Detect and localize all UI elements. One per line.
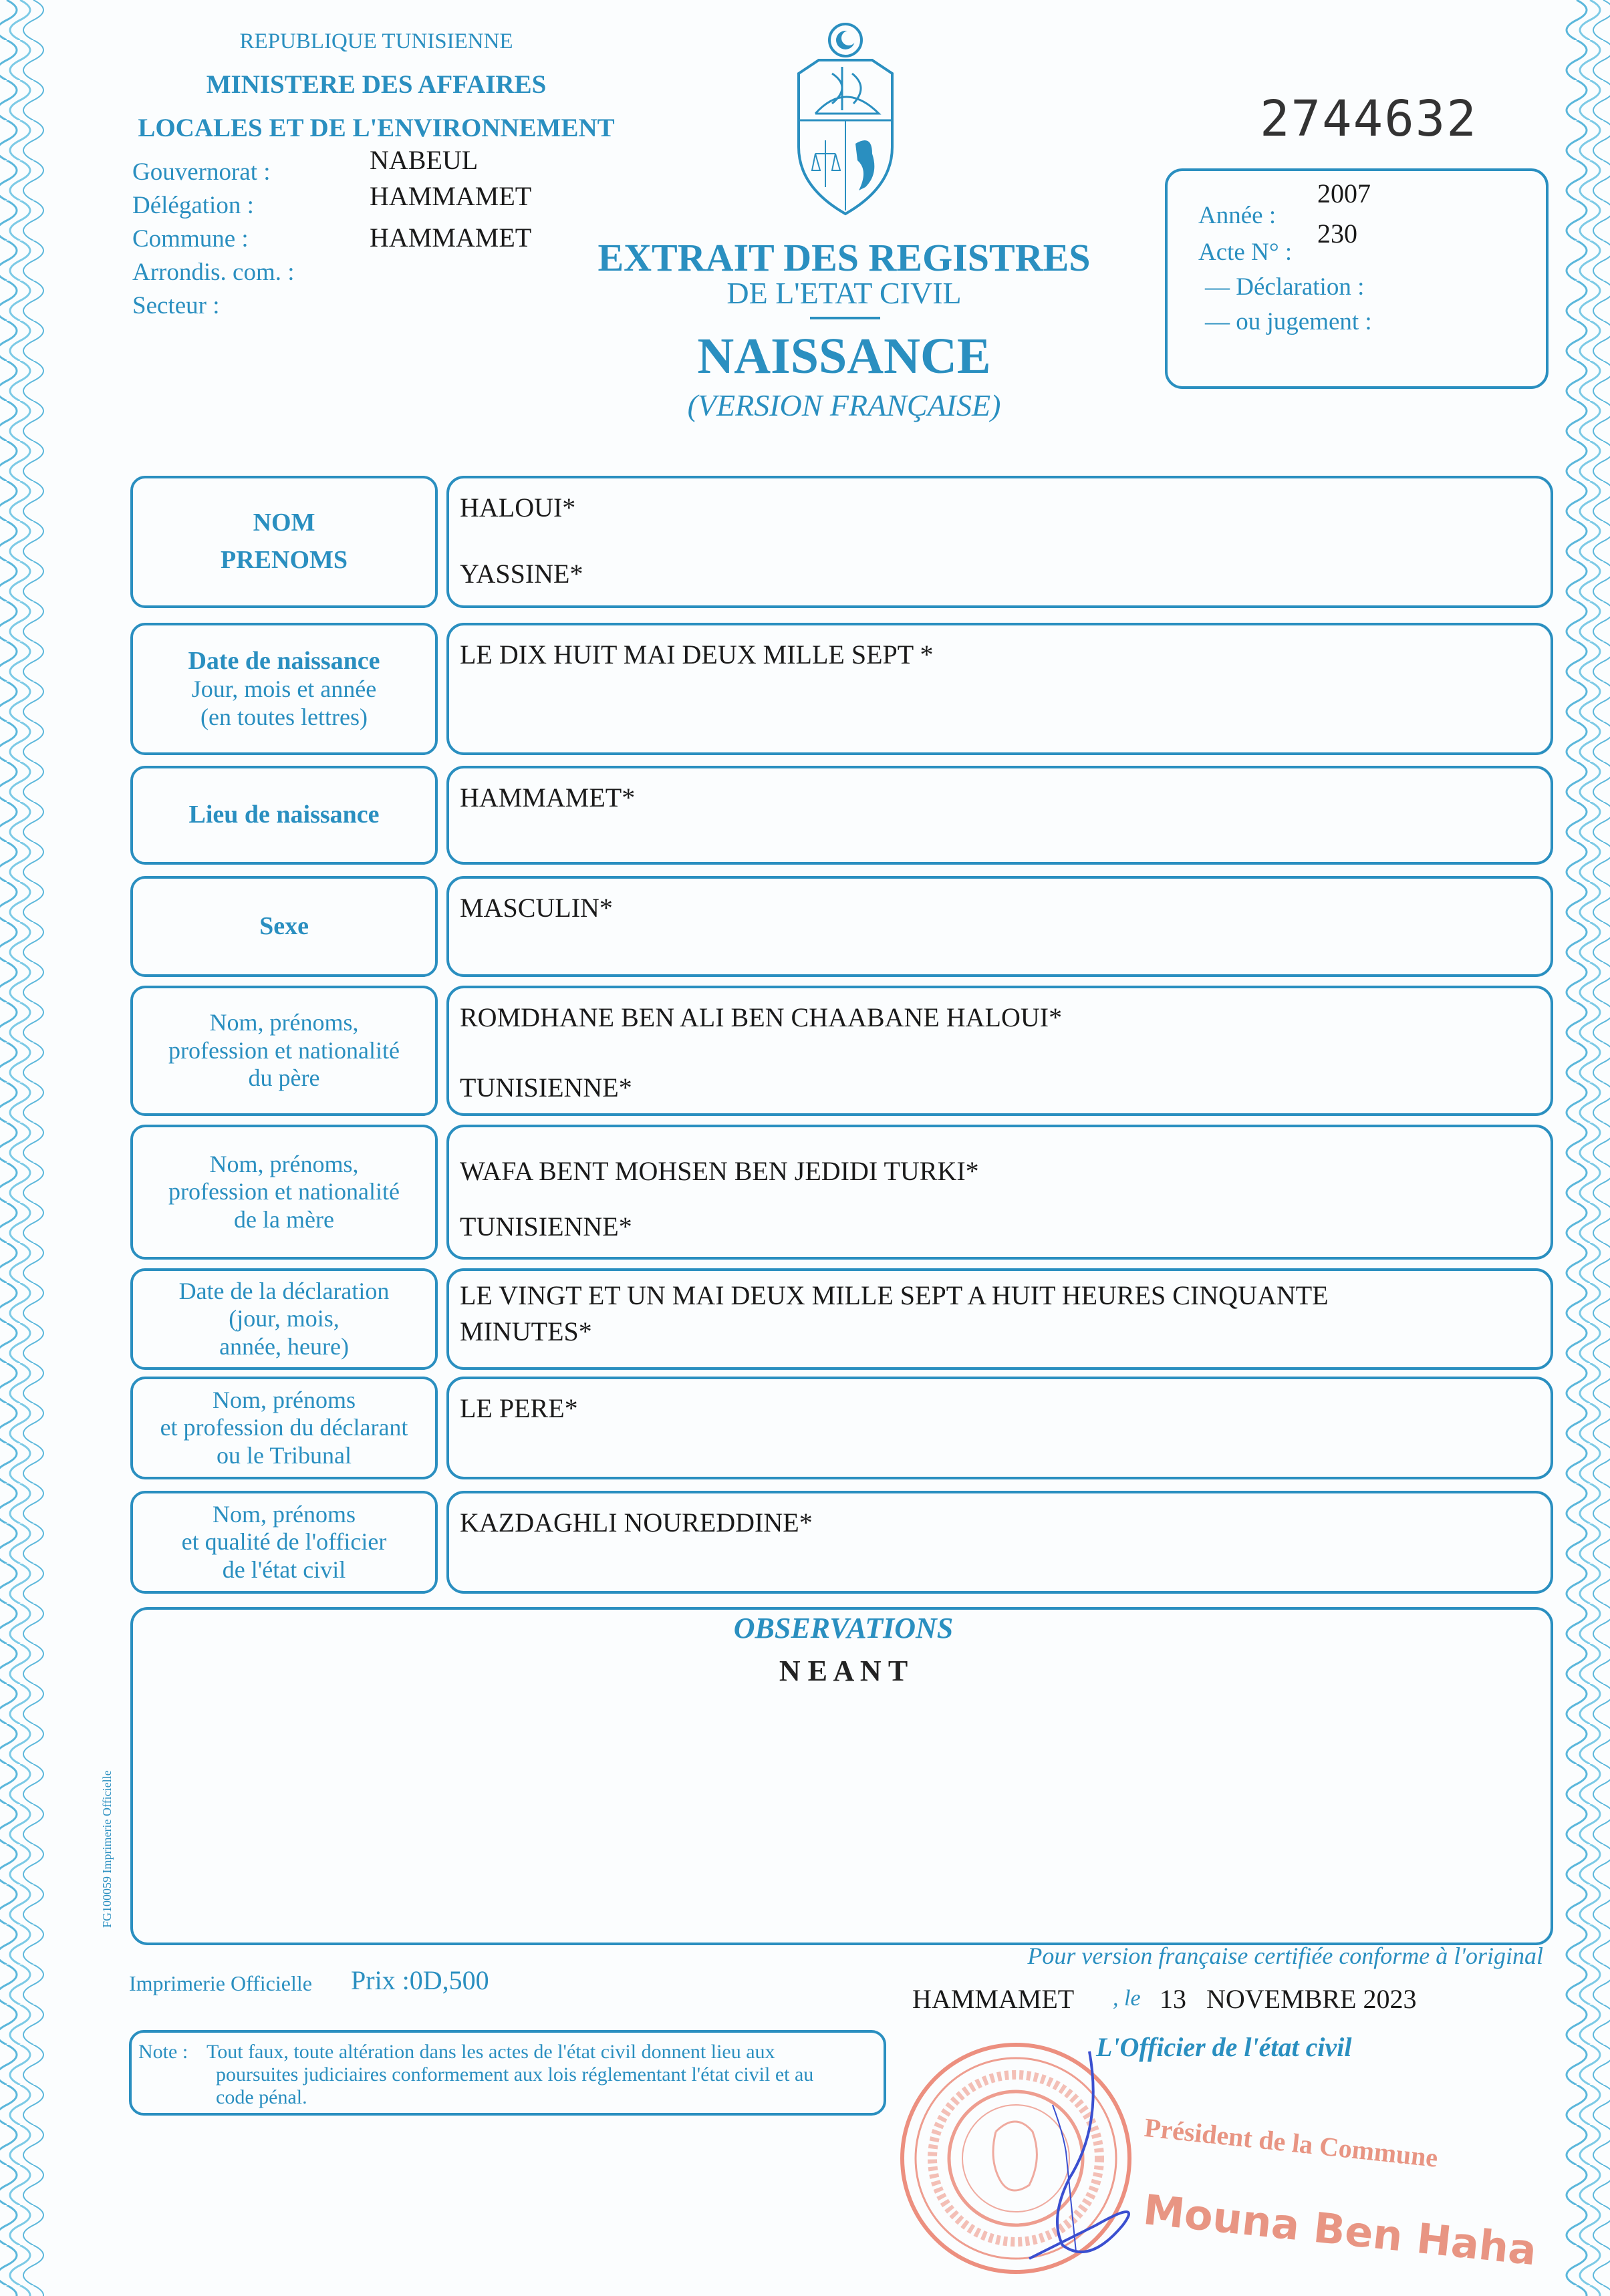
printer-label: Imprimerie Officielle [129, 1971, 312, 1995]
serial-number: 2744632 [1260, 90, 1478, 148]
stamp-signatory-name: Mouna Ben Haha [1141, 2185, 1539, 2275]
pere-nationalite-value: TUNISIENNE* [460, 1072, 632, 1103]
certified-statement: Pour version française certifiée conforme à l'original [1027, 1943, 1543, 1969]
mere-nom-value: WAFA BENT MOHSEN BEN JEDIDI TURKI* [460, 1156, 979, 1186]
label-line: profession et nationalité [168, 1036, 400, 1064]
label-line: de l'état civil [222, 1556, 346, 1583]
legal-note-box [129, 2030, 886, 2116]
jugement-label: — ou jugement : [1205, 308, 1372, 335]
title-etat-civil: DE L'ETAT CIVIL [726, 276, 962, 310]
title-divider [810, 317, 880, 319]
label-line: Nom, prénoms, [209, 1009, 359, 1036]
observations-value: N E A N T [779, 1655, 908, 1687]
label-line: Jour, mois et année [191, 676, 377, 703]
price-label: Prix :0D,500 [351, 1965, 489, 1995]
label-mere [130, 1125, 438, 1260]
note-label: Note : [138, 2041, 188, 2063]
prenom-value: YASSINE* [460, 559, 583, 589]
ministry-heading-1: MINISTERE DES AFFAIRES [206, 70, 547, 99]
value-declarant [446, 1377, 1553, 1479]
value-nom-prenoms [446, 476, 1553, 608]
value-mere [446, 1125, 1553, 1260]
value-lieu-naissance [446, 766, 1553, 865]
observations-label: OBSERVATIONS [733, 1612, 954, 1644]
arrondissement-label: Arrondis. com. : [132, 259, 295, 286]
note-text-2: poursuites judiciaires conformement aux lois réglementant l'état civil et au [216, 2063, 814, 2086]
officer-signature-label: L'Officier de l'état civil [1096, 2032, 1352, 2062]
label-pere [130, 986, 438, 1116]
label-lieu-naissance [130, 766, 438, 865]
label-line: année, heure) [219, 1332, 349, 1360]
label-line: Date de naissance [188, 646, 380, 675]
acte-label: Acte N° : [1198, 239, 1293, 266]
label-line: et profession du déclarant [160, 1414, 408, 1441]
label-line: du père [248, 1064, 320, 1092]
tunisian-coat-of-arms-icon [779, 20, 912, 221]
label-line: NOM [253, 509, 315, 537]
label-line: Nom, prénoms, [209, 1150, 359, 1177]
value-sexe [446, 876, 1553, 977]
side-printer-code: FG100059 Imprimerie Officielle [100, 1770, 114, 1928]
label-line: Date de la déclaration [178, 1277, 390, 1304]
month-year-value: NOVEMBRE 2023 [1206, 1984, 1417, 2014]
title-extrait: EXTRAIT DES REGISTRES [597, 236, 1091, 279]
label-line: de la mère [234, 1205, 334, 1233]
title-naissance: NAISSANCE [697, 328, 991, 384]
value-officier [446, 1491, 1553, 1594]
delegation-label: Délégation : [132, 192, 254, 219]
declaration-label: — Déclaration : [1205, 273, 1365, 301]
declaration-date-value: LE VINGT ET UN MAI DEUX MILLE SEPT A HUIT HEURES CINQUANTE [460, 1280, 1329, 1310]
label-line: (en toutes lettres) [200, 703, 368, 730]
place-value: HAMMAMET [912, 1984, 1075, 2014]
annee-label: Année : [1198, 202, 1277, 229]
gouvernorat-value: NABEUL [370, 145, 479, 175]
declaration-date-value-cont: MINUTES* [460, 1316, 592, 1346]
observations-box [130, 1607, 1553, 1945]
sexe-value: MASCULIN* [460, 893, 613, 923]
date-naissance-value: LE DIX HUIT MAI DEUX MILLE SEPT * [460, 639, 934, 670]
label-date-naissance [130, 623, 438, 755]
value-declaration [446, 1268, 1553, 1370]
ministry-heading-2: LOCALES ET DE L'ENVIRONNEMENT [138, 114, 615, 142]
act-info-box [1165, 168, 1549, 389]
label-declaration [130, 1268, 438, 1370]
label-line: Sexe [259, 911, 309, 940]
note-text-3: code pénal. [216, 2086, 307, 2108]
label-line: PRENOMS [221, 546, 348, 574]
commune-value: HAMMAMET [370, 223, 532, 253]
day-value: 13 [1160, 1984, 1186, 2014]
stamp-signatory-title: Président de la Commune [1143, 2112, 1440, 2173]
label-line: profession et nationalité [168, 1178, 400, 1205]
left-guilloche-border [0, 0, 53, 2296]
note-text-1: Tout faux, toute altération dans les actes de l'état civil donnent lieu aux [207, 2041, 775, 2063]
label-sexe [130, 876, 438, 977]
lieu-naissance-value: HAMMAMET* [460, 782, 636, 813]
value-date-naissance [446, 623, 1553, 755]
le-label: , le [1113, 1986, 1141, 2011]
label-line: Lieu de naissance [188, 801, 380, 829]
acte-value: 230 [1317, 219, 1357, 249]
label-line: (jour, mois, [229, 1305, 340, 1332]
label-nom-prenoms [130, 476, 438, 608]
mere-nationalite-value: TUNISIENNE* [460, 1211, 632, 1242]
label-line: Nom, prénoms [213, 1500, 356, 1528]
right-guilloche-border [1557, 0, 1610, 2296]
label-line: ou le Tribunal [216, 1441, 352, 1469]
title-version: (VERSION FRANÇAISE) [687, 388, 1001, 422]
label-officier [130, 1491, 438, 1594]
declarant-value: LE PERE* [460, 1393, 578, 1423]
gouvernorat-label: Gouvernorat : [132, 158, 271, 186]
label-line: Nom, prénoms [213, 1386, 356, 1413]
delegation-value: HAMMAMET [370, 181, 532, 211]
label-declarant [130, 1377, 438, 1479]
nom-value: HALOUI* [460, 492, 576, 523]
republic-heading: REPUBLIQUE TUNISIENNE [239, 29, 513, 53]
officier-value: KAZDAGHLI NOUREDDINE* [460, 1508, 813, 1538]
value-pere [446, 986, 1553, 1116]
commune-label: Commune : [132, 225, 249, 253]
secteur-label: Secteur : [132, 292, 220, 319]
label-line: et qualité de l'officier [181, 1528, 387, 1556]
annee-value: 2007 [1317, 178, 1371, 208]
pere-nom-value: ROMDHANE BEN ALI BEN CHAABANE HALOUI* [460, 1002, 1063, 1032]
handwritten-signature-icon [989, 2045, 1163, 2265]
